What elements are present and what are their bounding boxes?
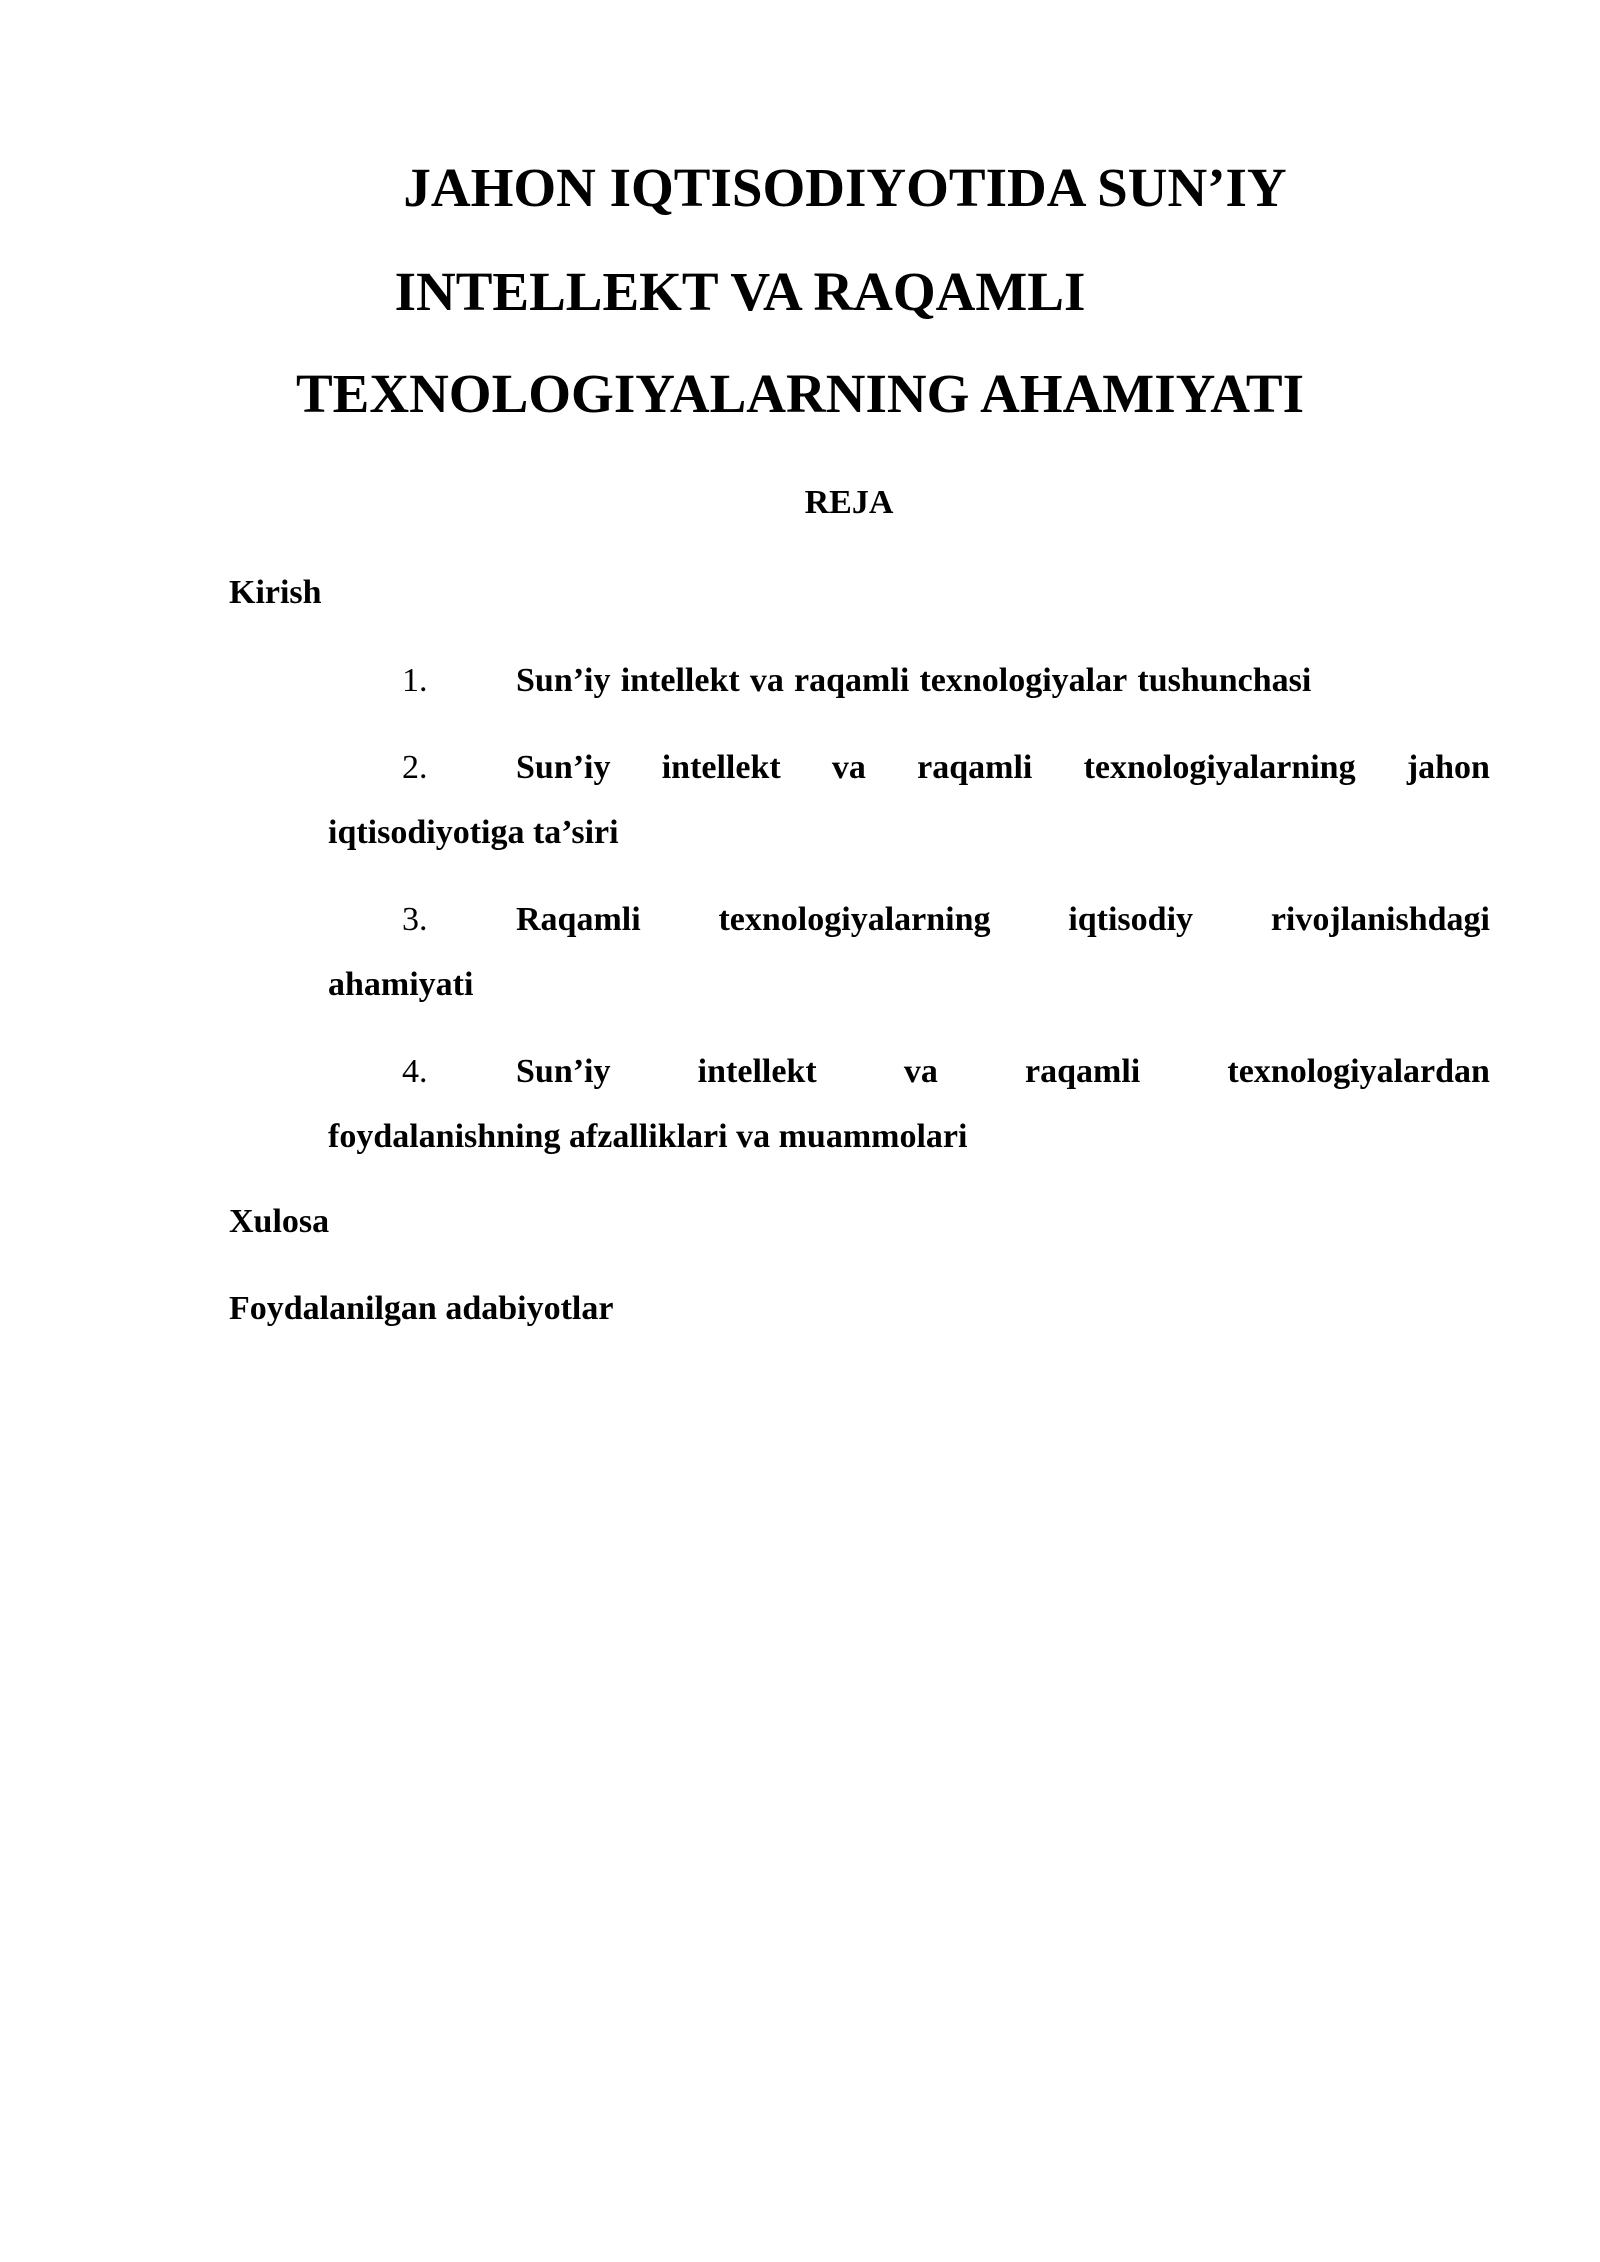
word: texnologiyalar (919, 662, 1128, 699)
plan-item-number: 2. (402, 749, 428, 786)
plan-heading: REJA (804, 484, 894, 521)
plan-item-1 (328, 648, 1490, 713)
word: jahon (1406, 749, 1490, 786)
plan-item-text (516, 1039, 1490, 1104)
word: raqamli (917, 749, 1033, 786)
plan-item-number: 4. (402, 1053, 428, 1090)
word: Sun’iy (516, 662, 611, 699)
word: intellekt (661, 749, 781, 786)
plan-item-continuation: foydalanishning afzalliklari va muammolari (328, 1118, 968, 1155)
document-title-line-3: TEXNOLOGIYALARNING AHAMIYATI (295, 363, 1305, 424)
references-heading: Foydalanilgan adabiyotlar (229, 1290, 614, 1327)
plan-item-text (516, 735, 1490, 800)
word: tushunchasi (1137, 662, 1312, 699)
word: raqamli (1025, 1053, 1141, 1090)
plan-item-text (516, 887, 1490, 952)
plan-item-2 (328, 735, 1490, 865)
word: texnologiyalarning (718, 901, 991, 938)
word: va (903, 1053, 938, 1090)
conclusion-heading: Xulosa (229, 1203, 330, 1240)
plan-item-number: 1. (402, 662, 428, 699)
word: va (831, 749, 866, 786)
word: iqtisodiy (1068, 901, 1194, 938)
document-title-line-1: JAHON IQTISODIYOTIDA SUN’IY (403, 157, 1287, 218)
word: Raqamli (516, 901, 641, 938)
word: raqamli (794, 662, 910, 699)
intro-heading: Kirish (229, 574, 322, 611)
plan-item-number: 3. (402, 901, 428, 938)
plan-item-3 (328, 887, 1490, 1017)
plan-item-continuation: iqtisodiyotiga ta’siri (328, 814, 619, 851)
plan-item-text (516, 648, 1490, 713)
word: Sun’iy (516, 749, 611, 786)
word: rivojlanishdagi (1270, 901, 1490, 938)
word: texnologiyalarning (1083, 749, 1356, 786)
word: intellekt (697, 1053, 817, 1090)
word: texnologiyalardan (1227, 1053, 1490, 1090)
word: intellekt (620, 662, 740, 699)
word: Sun’iy (516, 1053, 611, 1090)
plan-item-continuation: ahamiyati (328, 966, 474, 1003)
word: va (749, 662, 784, 699)
plan-item-4 (328, 1039, 1490, 1169)
document-title-line-2: INTELLEKT VA RAQAMLI (394, 261, 1086, 322)
